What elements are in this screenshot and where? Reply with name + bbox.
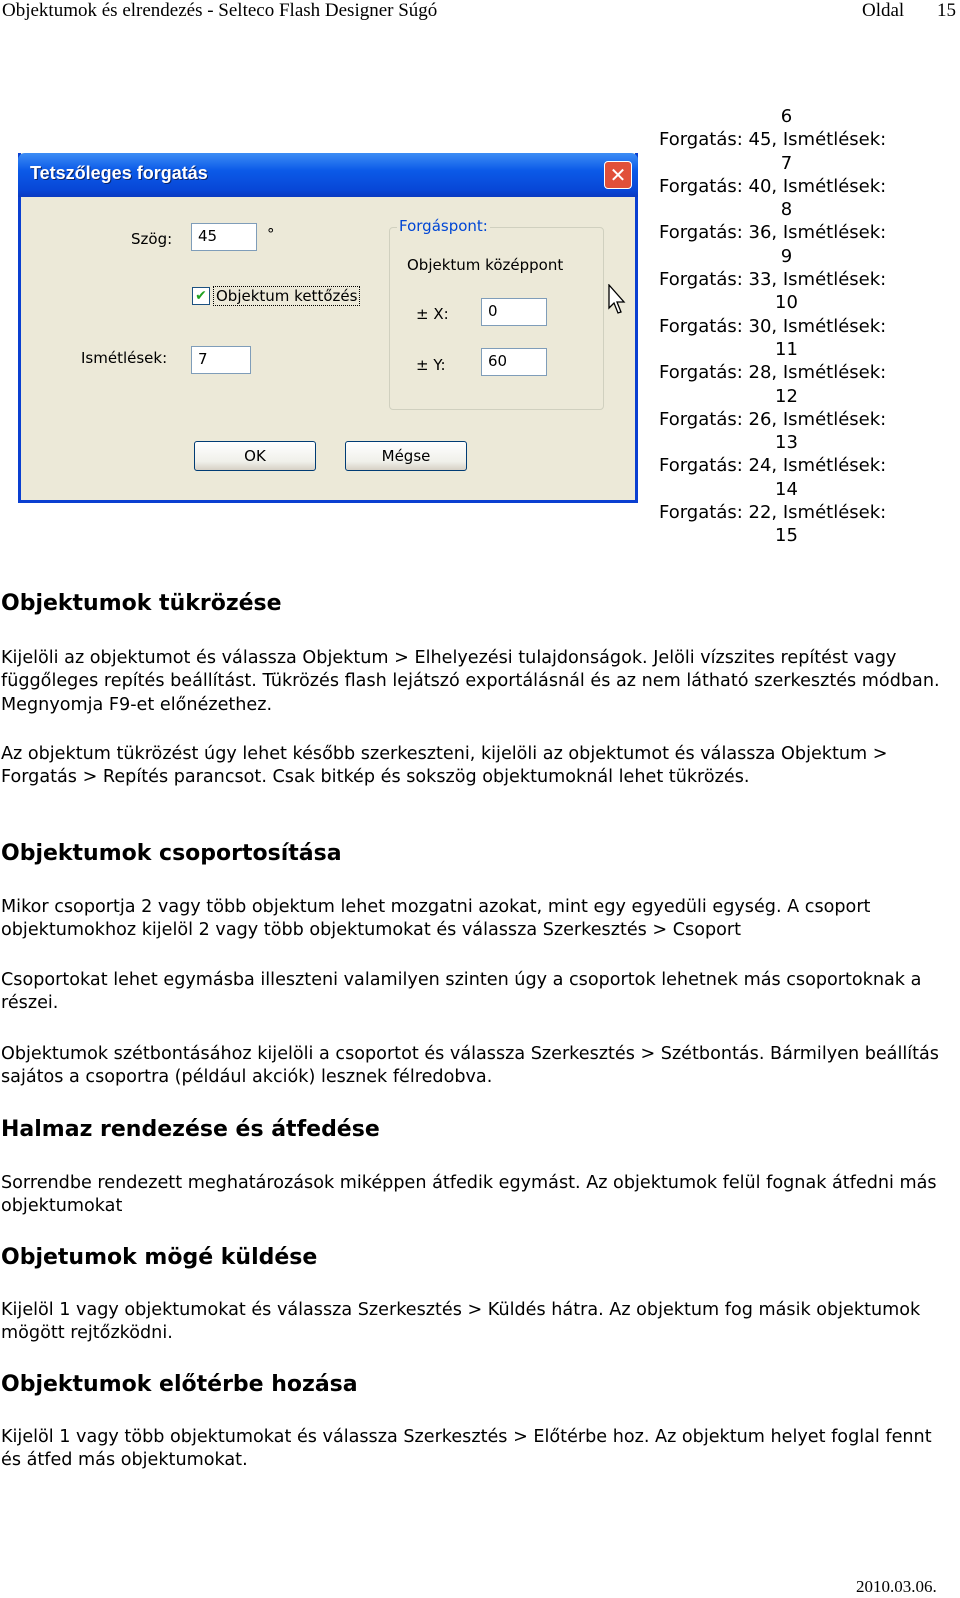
ok-button[interactable]: OK <box>194 441 316 471</box>
bring-front-paragraph: Kijelöl 1 vagy több objektumokat és válassza Szerkesztés > Előtérbe hoz. Az objektum helyet foglal fennt és átfed más objektumokat. <box>1 1427 932 1471</box>
dialog-titlebar <box>18 153 638 197</box>
rotation-list-line: Forgatás: 36, Ismétlések: <box>659 222 887 244</box>
rotation-list-line: Forgatás: 30, Ismétlések: <box>659 315 887 337</box>
rotation-list-line: Forgatás: 40, Ismétlések: <box>659 175 887 197</box>
rotation-list-line: Forgatás: 24, Ismétlések: <box>659 455 887 477</box>
x-input[interactable]: 0 <box>481 298 547 326</box>
close-icon[interactable]: ✕ <box>604 161 632 189</box>
degree-symbol: ° <box>267 225 275 243</box>
send-back-heading: Objetumok mögé küldése <box>1 1245 318 1270</box>
rotation-list-number: 11 <box>775 338 798 360</box>
document-title: Objektumok és elrendezés - Selteco Flash Designer Súgó <box>2 0 438 21</box>
rotation-list-line: Forgatás: 22, Ismétlések: <box>659 502 887 524</box>
angle-label: Szög: <box>131 230 173 248</box>
bring-front-heading: Objektumok előtérbe hozása <box>1 1372 358 1397</box>
rotation-list-number: 14 <box>775 478 798 500</box>
rotation-list-number: 7 <box>780 152 793 174</box>
repeat-input[interactable]: 7 <box>191 346 251 374</box>
rotation-list-number: 13 <box>775 432 798 454</box>
duplicate-checkbox[interactable]: ✔ <box>192 287 210 305</box>
stack-paragraph: Sorrendbe rendezett meghatározások miképpen átfedik egymást. Az objektumok felül fognak átfedni más objektumokat <box>1 1173 937 1217</box>
mouse-cursor-icon <box>608 284 628 316</box>
send-back-paragraph: Kijelöl 1 vagy objektumokat és válassza Szerkesztés > Küldés hátra. Az objektum fog másik objektumok mögött rejtőzködni. <box>1 1300 921 1344</box>
footer-date: 2010.03.06. <box>856 1577 937 1596</box>
angle-input[interactable]: 45 <box>191 223 257 251</box>
rotation-list-line: Forgatás: 45, Ismétlések: <box>659 129 887 151</box>
pivot-group-label: Forgáspont: <box>399 217 488 235</box>
group-heading: Objektumok csoportosítása <box>1 841 342 866</box>
repeat-label: Ismétlések: <box>81 349 168 367</box>
group-paragraph-1: Mikor csoportja 2 vagy több objektum lehet mozgatni azokat, mint egy egyedüli egység. A csoport objektumokhoz kijelöl 2 vagy több objektumokat és válassza Szerkesztés > Csoport <box>1 897 871 941</box>
rotation-list-line: Forgatás: 28, Ismétlések: <box>659 362 887 384</box>
dialog-title: Tetszőleges forgatás <box>30 163 208 183</box>
stack-heading: Halmaz rendezése és átfedése <box>1 1117 380 1142</box>
mirror-paragraph-2: Az objektum tükrözést úgy lehet később szerkeszteni, kijelöli az objektumot és válassza Objektum > Forgatás > Repítés parancsot. Csak bitkép és sokszög objektumoknál lehet tükrözés. <box>1 744 888 788</box>
rotation-list-number: 6 <box>780 106 793 127</box>
duplicate-checkbox-label[interactable]: Objektum kettőzés <box>213 286 360 306</box>
rotation-list-number: 10 <box>775 292 798 314</box>
page-header <box>0 0 960 24</box>
rotation-list-number: 8 <box>780 199 793 221</box>
page-number: 15 <box>937 0 956 21</box>
mirror-heading: Objektumok tükrözése <box>1 591 282 616</box>
rotation-list <box>659 105 919 548</box>
rotation-list-line: Forgatás: 26, Ismétlések: <box>659 408 887 430</box>
x-label: ± X: <box>416 305 449 323</box>
y-input[interactable]: 60 <box>481 348 547 376</box>
page-label: Oldal <box>862 0 905 21</box>
rotation-list-number: 15 <box>775 525 798 547</box>
rotation-list-number: 9 <box>780 245 793 267</box>
group-paragraph-2: Csoportokat lehet egymásba illeszteni valamilyen szinten úgy a csoportok lehetnek más csoportoknak a részei. <box>1 970 922 1014</box>
cancel-button[interactable]: Mégse <box>345 441 467 471</box>
y-label: ± Y: <box>416 356 446 374</box>
mirror-paragraph-1: Kijelöli az objektumot és válassza Objektum > Elhelyezési tulajdonságok. Jelöli vízszites repítést vagy függőleges repítés beállítást. Tükrözés flash lejátszó exportálásnál és az nem látható szerkesztés módban. Megnyomja F9-et előnézethez. <box>1 648 940 715</box>
rotation-list-number: 12 <box>775 385 798 407</box>
rotation-list-line: Forgatás: 33, Ismétlések: <box>659 269 887 291</box>
group-paragraph-3: Objektumok szétbontásához kijelöli a csoportot és válassza Szerkesztés > Szétbontás. Bármilyen beállítás sajátos a csoportra (például akciók) lesznek félredobva. <box>1 1044 939 1088</box>
rotation-dialog <box>18 153 638 503</box>
pivot-center-label: Objektum középpont <box>407 256 564 274</box>
